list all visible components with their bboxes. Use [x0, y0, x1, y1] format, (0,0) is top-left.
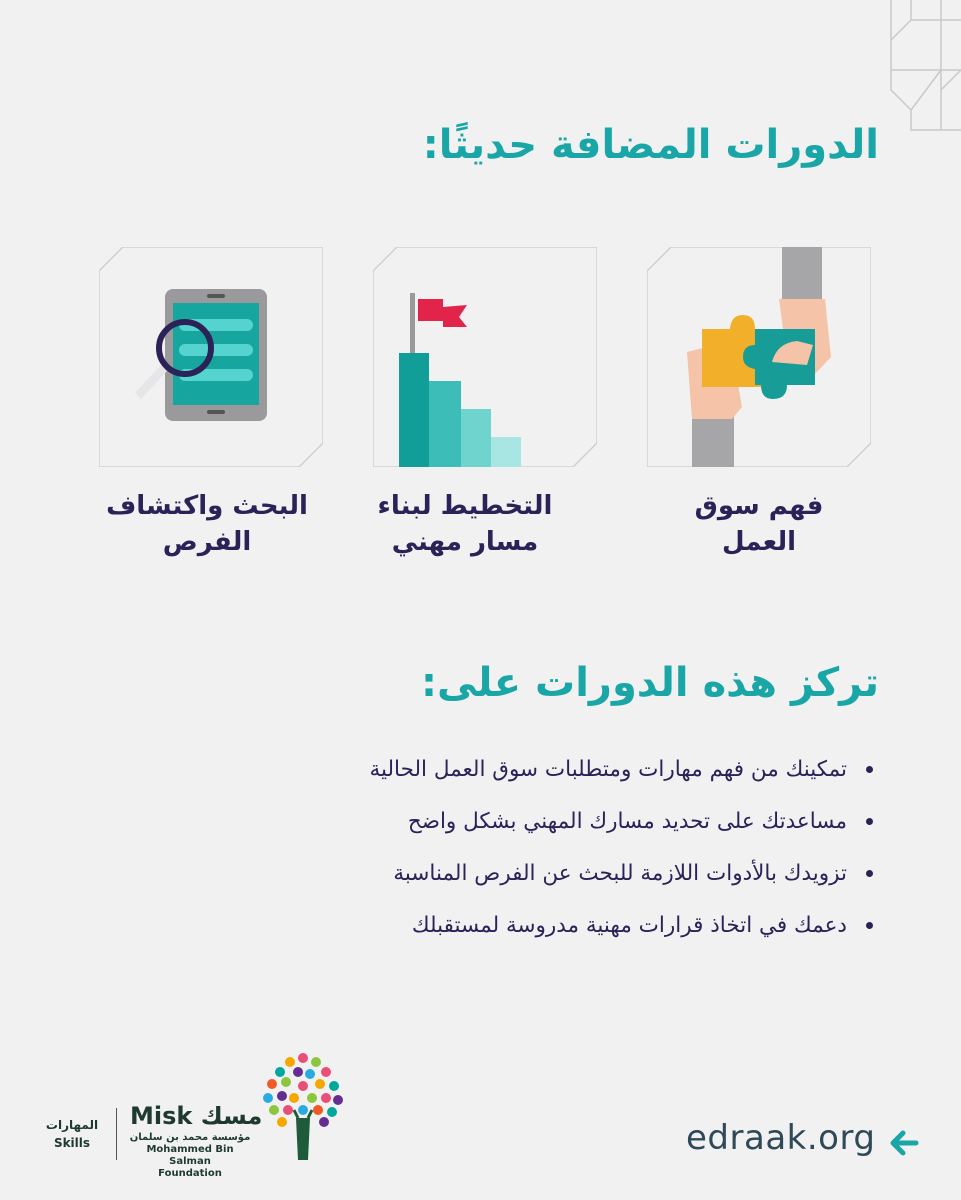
misk-sub-en: Mohammed Bin Salman — [146, 1144, 234, 1167]
bullet-dot — [866, 922, 873, 929]
course-label-line: فهم سوق — [694, 491, 824, 521]
new-courses-heading: الدورات المضافة حديثًا: — [422, 122, 879, 168]
tablet-magnifier-icon — [99, 247, 323, 467]
skills-label-ar: المهارات — [45, 1118, 99, 1132]
puzzle-hands-icon — [647, 247, 871, 467]
misk-foundation-name — [128, 1132, 252, 1180]
course-card-opportunity-search[interactable] — [99, 247, 323, 467]
course-label-line: الفرص — [162, 527, 252, 557]
focus-bullet-list — [239, 744, 879, 952]
focus-heading: تركز هذه الدورات على: — [420, 660, 879, 706]
bullet-text: مساعدتك على تحديد مسارك المهني بشكل واضح — [407, 809, 847, 834]
bullet-text: تزويدك بالأدوات اللازمة للبحث عن الفرص المناسبة — [393, 861, 847, 886]
flag-stairs-icon — [373, 247, 597, 467]
course-label-line: البحث واكتشاف — [106, 491, 308, 521]
misk-sub-en: Foundation — [158, 1168, 222, 1179]
list-item — [239, 848, 879, 900]
course-label-line: مسار مهني — [391, 527, 539, 557]
misk-sub-ar: مؤسسة محمد بن سلمان — [129, 1132, 251, 1143]
course-label-labor-market — [647, 488, 871, 560]
footer-divider — [116, 1108, 117, 1160]
skills-label-en: Skills — [53, 1136, 91, 1150]
corner-cube-decoration — [821, 0, 961, 140]
bullet-text: تمكينك من فهم مهارات ومتطلبات سوق العمل الحالية — [369, 757, 847, 782]
bullet-dot — [866, 870, 873, 877]
edraak-website-link[interactable]: edraak.org — [686, 1118, 876, 1158]
list-item — [239, 900, 879, 952]
misk-name: Misk مسك — [130, 1102, 263, 1130]
misk-tree-logo-icon — [258, 1048, 348, 1163]
course-card-labor-market[interactable] — [647, 247, 871, 467]
skills-label — [40, 1116, 104, 1152]
course-label-line: التخطيط لبناء — [377, 491, 553, 521]
course-label-line: العمل — [722, 527, 796, 557]
bullet-dot — [866, 818, 873, 825]
course-label-opportunity-search — [95, 488, 319, 560]
bullet-text: دعمك في اتخاذ قرارات مهنية مدروسة لمستقبلك — [411, 913, 847, 938]
course-label-career-planning — [353, 488, 577, 560]
bullet-dot — [866, 766, 873, 773]
list-item — [239, 796, 879, 848]
course-card-career-planning[interactable] — [373, 247, 597, 467]
arrow-left-icon — [888, 1128, 920, 1158]
list-item — [239, 744, 879, 796]
